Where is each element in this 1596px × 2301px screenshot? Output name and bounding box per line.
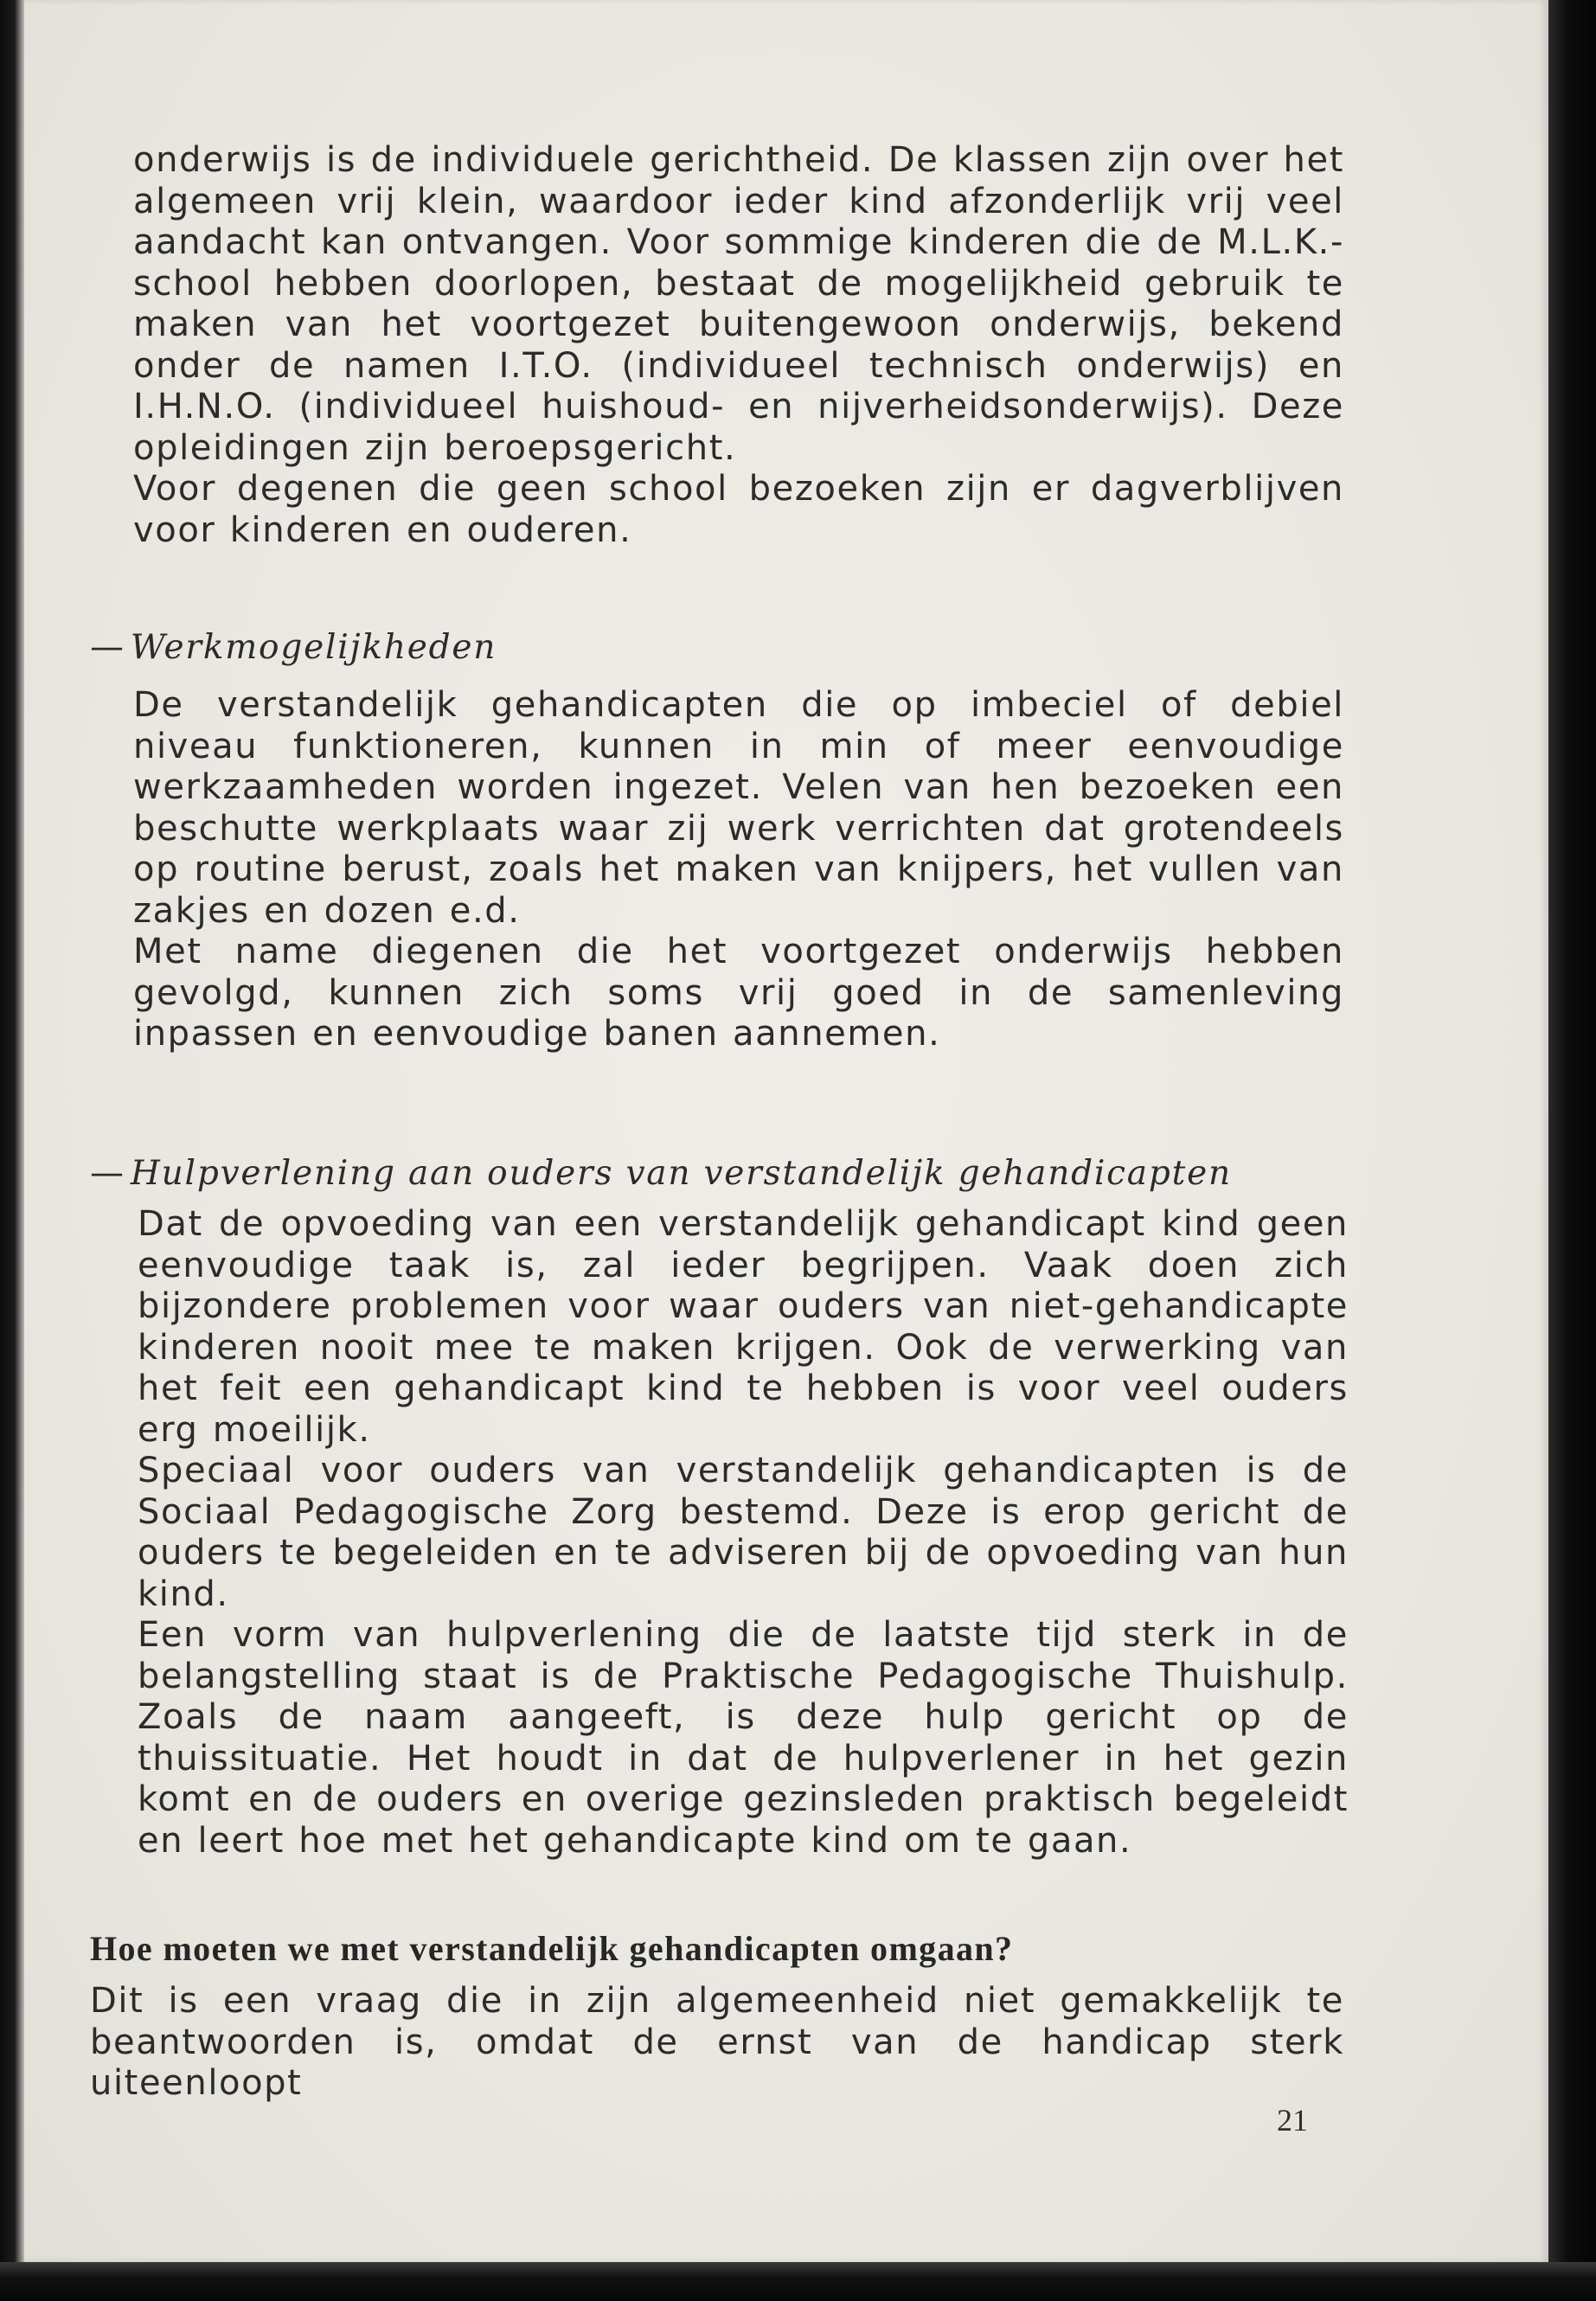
help-block [138, 1204, 1349, 1862]
help-paragraph-1: Dat de opvoeding van een verstandelijk gehandicapt kind geen eenvoudige taak is, zal ieder begrijpen. Vaak doen zich bijzondere problemen voor waar ouders van niet-gehandicapte kinderen nooit mee te maken krijgen. Ook de verwerking van het feit een gehandicapt kind te hebben is voor veel ouders erg moeilijk. [138, 1204, 1349, 1450]
help-paragraph-2: Speciaal voor ouders van verstandelijk gehandicapten is de Sociaal Pedagogische Zorg bestemd. Deze is erop gericht de ouders te begeleiden en te adviseren bij de opvoeding van hun kind. [138, 1451, 1349, 1614]
scan-edge-left [0, 0, 24, 2301]
question-paragraph-1: Dit is een vraag die in zijn algemeenheid niet gemakkelijk te beantwoorden is, omdat de ernst van de handicap sterk uiteenloopt [90, 1981, 1344, 2103]
section-title-work: Werkmogelijkheden [130, 628, 497, 667]
intro-paragraph-2: Voor degenen die geen school bezoeken zijn er dagverblijven voor kinderen en ouderen. [133, 469, 1344, 550]
help-paragraph-3: Een vorm van hulpverlening die de laatste tijd sterk in de belangstelling staat is de Praktische Pedagogische Thuishulp. Zoals de naam aangeeft, is deze hulp gericht op de thuissituatie. Het houdt in dat de hulpverlener in het gezin komt en de ouders en overige gezinsleden praktisch begeleidt en leert hoe met het gehandicapte kind om te gaan. [138, 1615, 1349, 1861]
page-number: 21 [1277, 2103, 1308, 2138]
work-paragraph-2: Met name diegenen die het voortgezet onderwijs hebben gevolgd, kunnen zich soms vrij goed in de samenleving inpassen en eenvoudige banen aannemen. [133, 932, 1344, 1054]
scan-edge-bottom [0, 2262, 1596, 2301]
intro-block [133, 140, 1344, 551]
book-page [24, 0, 1548, 2262]
intro-paragraph-1: onderwijs is de individuele gerichtheid. De klassen zijn over het algemeen vrij klein, waardoor ieder kind afzonderlijk vrij veel aandacht kan ontvangen. Voor sommige kinderen die de M.L.K.-school hebben doorlopen, bestaat de mogelijkheid gebruik te maken van het voortgezet buitengewoon onderwijs, bekend onder de namen I.T.O. (individueel technisch onderwijs) en I.H.N.O. (individueel huishoud- en nijverheidsonderwijs). Deze opleidingen zijn beroepsgericht. [133, 140, 1344, 468]
scan-edge-right [1548, 0, 1596, 2301]
work-block [133, 685, 1344, 1055]
heading-dash: — [90, 628, 125, 667]
section-heading-work [90, 627, 497, 669]
section-heading-help [90, 1153, 1232, 1195]
work-paragraph-1: De verstandelijk gehandicapten die op imbeciel of debiel niveau funktioneren, kunnen in min of meer eenvoudige werkzaamheden worden ingezet. Velen van hen bezoeken een beschutte werkplaats waar zij werk verrichten dat grotendeels op routine berust, zoals het maken van knijpers, het vullen van zakjes en dozen e.d. [133, 685, 1344, 931]
question-block [90, 1981, 1344, 2105]
section-title-help: Hulpverlening aan ouders van verstandelijk gehandicapten [130, 1154, 1232, 1193]
heading-dash: — [90, 1154, 125, 1193]
section-title-question: Hoe moeten we met verstandelijk gehandicapten omgaan? [90, 1929, 1014, 1968]
